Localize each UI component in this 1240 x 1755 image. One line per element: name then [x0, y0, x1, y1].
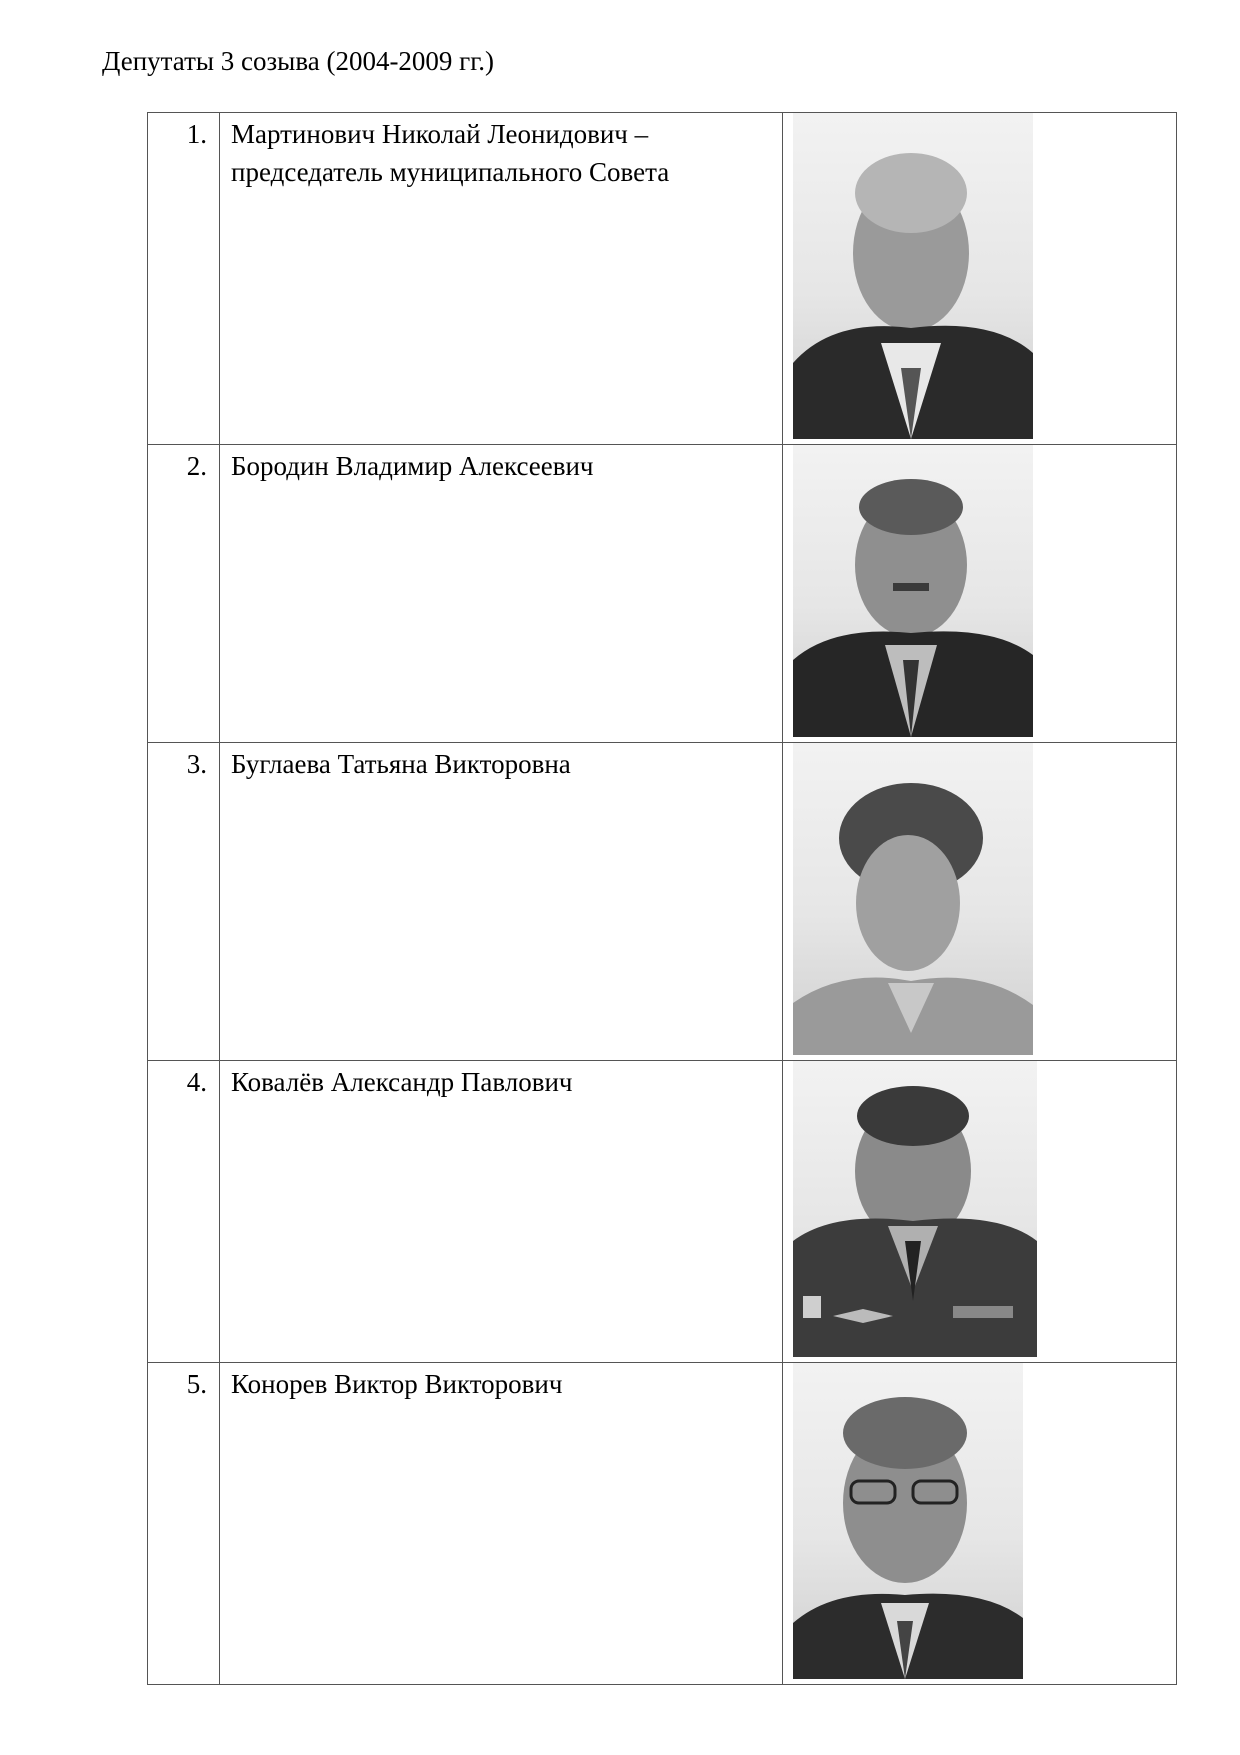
table-row [148, 445, 1177, 743]
photo-cell [783, 743, 1177, 1061]
page-title: Депутаты 3 созыва (2004-2009 гг.) [102, 46, 495, 76]
row-number: 1. [148, 113, 220, 445]
row-number: 2. [148, 445, 220, 743]
deputy-name: Мартинович Николай Леонидович – председатель муниципального Совета [220, 113, 783, 445]
table-row [148, 1061, 1177, 1363]
row-number: 3. [148, 743, 220, 1061]
deputy-photo [793, 743, 1033, 1055]
deputy-photo [793, 1363, 1023, 1679]
photo-cell [783, 1363, 1177, 1685]
deputy-photo [793, 445, 1033, 737]
table-row [148, 113, 1177, 445]
deputy-photo [793, 1061, 1037, 1357]
deputy-name: Буглаева Татьяна Викторовна [220, 743, 783, 1061]
row-number: 4. [148, 1061, 220, 1363]
table-row [148, 743, 1177, 1061]
photo-cell [783, 445, 1177, 743]
photo-cell [783, 113, 1177, 445]
deputy-name: Конорев Виктор Викторович [220, 1363, 783, 1685]
deputy-photo [793, 113, 1033, 439]
row-number: 5. [148, 1363, 220, 1685]
deputy-name: Ковалёв Александр Павлович [220, 1061, 783, 1363]
deputies-table [147, 112, 1177, 1685]
deputy-name: Бородин Владимир Алексеевич [220, 445, 783, 743]
table-row [148, 1363, 1177, 1685]
photo-cell [783, 1061, 1177, 1363]
